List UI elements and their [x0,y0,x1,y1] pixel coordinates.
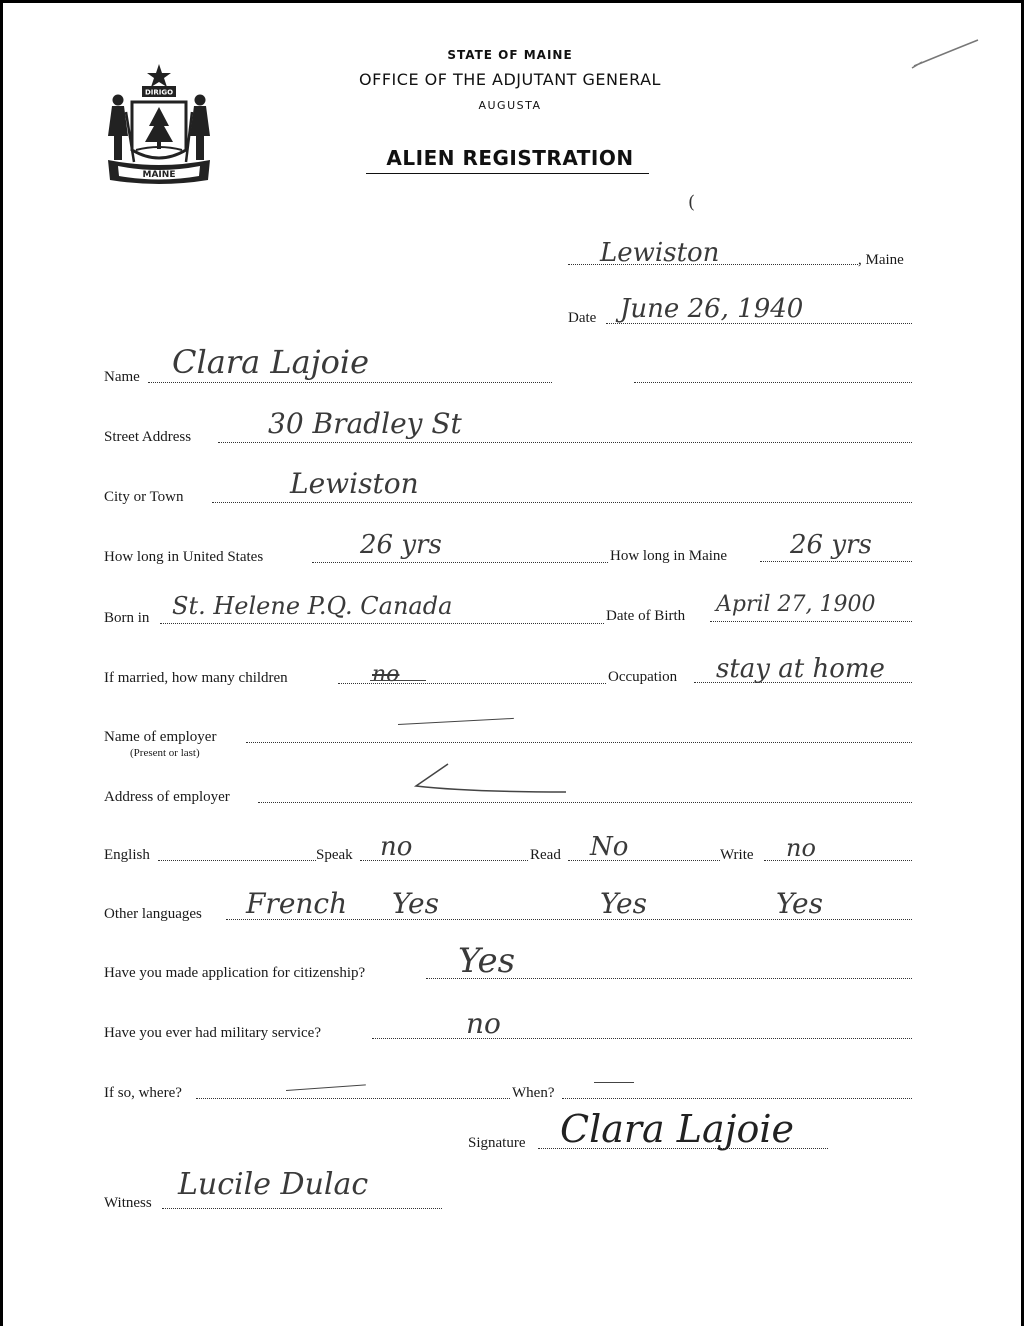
military-entry: no [466,1007,501,1040]
place-entry: Lewiston [600,238,720,268]
maine-label: , Maine [858,252,904,268]
military-label: Have you ever had military service? [104,1025,321,1041]
form-title: ALIEN REGISTRATION [386,146,634,170]
employer-line [246,742,912,743]
occupation-entry: stay at home [716,654,885,684]
svg-text:DIRIGO: DIRIGO [144,88,174,97]
witness-line [162,1208,442,1209]
signature-entry: Clara Lajoie [560,1107,794,1151]
occupation-label: Occupation [608,669,678,685]
maine-state-seal [104,62,214,184]
where-line [196,1098,510,1099]
born-label: Born in [104,610,150,626]
employer-dash-mark [398,718,514,725]
born-entry: St. Helene P.Q. Canada [172,592,453,620]
name-label: Name [104,369,140,385]
dob-line [710,621,912,622]
other-read-entry: Yes [600,887,647,920]
when-dash-mark [594,1082,634,1083]
employer-address-line [258,802,912,803]
employer-note: (Present or last) [130,747,200,759]
when-label: When? [512,1085,555,1101]
maine-long-label: How long in Maine [610,548,728,564]
english-label: English [104,847,150,863]
read-label: Read [530,847,561,863]
city-line [212,502,912,503]
when-line [562,1098,912,1099]
us-label: How long in United States [104,549,264,565]
write-entry: no [786,834,816,862]
children-dash-mark [370,680,426,681]
street-line [218,442,912,443]
maine-long-entry: 26 yrs [790,530,872,560]
city-label: City or Town [104,489,184,505]
check-mark-icon [908,36,983,72]
write-label: Write [720,847,754,863]
signature-label: Signature [468,1135,526,1151]
other-languages-label: Other languages [104,906,202,922]
us-entry: 26 yrs [360,530,442,560]
children-entry: no [372,662,400,687]
witness-label: Witness [104,1195,152,1211]
where-dash-mark [286,1084,366,1091]
scan-border-top [0,0,1024,3]
employer-label: Name of employer [104,729,217,745]
born-line [160,623,604,624]
citizenship-entry: Yes [458,941,516,981]
military-line [372,1038,912,1039]
other-write-entry: Yes [776,887,823,920]
name-line-right [634,382,912,383]
read-entry: No [590,832,629,862]
dob-entry: April 27, 1900 [716,592,876,617]
dob-label: Date of Birth [606,608,686,624]
other-speak-entry: Yes [392,887,439,920]
street-label: Street Address [104,429,192,445]
speak-label: Speak [316,847,353,863]
us-line [312,562,608,563]
stray-mark: ( [688,192,696,213]
office-heading: OFFICE OF THE ADJUTANT GENERAL [359,70,661,89]
date-entry: June 26, 1940 [620,294,804,324]
maine-long-line [760,561,912,562]
witness-entry: Lucile Dulac [178,1167,369,1202]
city-entry: Lewiston [290,467,419,500]
other-languages-entry: French [246,887,348,920]
employer-address-dash-mark [408,760,568,800]
children-label: If married, how many children [104,670,288,686]
scan-border-left [0,0,3,1326]
citizenship-label: Have you made application for citizenship? [104,965,366,981]
speak-entry: no [380,832,413,862]
name-line [148,382,552,383]
where-label: If so, where? [104,1085,182,1101]
date-label: Date [568,310,597,326]
employer-address-label: Address of employer [104,789,230,805]
city-heading: AUGUSTA [478,99,542,112]
name-entry: Clara Lajoie [172,343,370,381]
street-entry: 30 Bradley St [268,407,462,440]
svg-text:MAINE: MAINE [142,170,176,180]
state-heading: STATE OF MAINE [447,48,573,62]
english-line [158,860,316,861]
title-underline [366,173,649,174]
